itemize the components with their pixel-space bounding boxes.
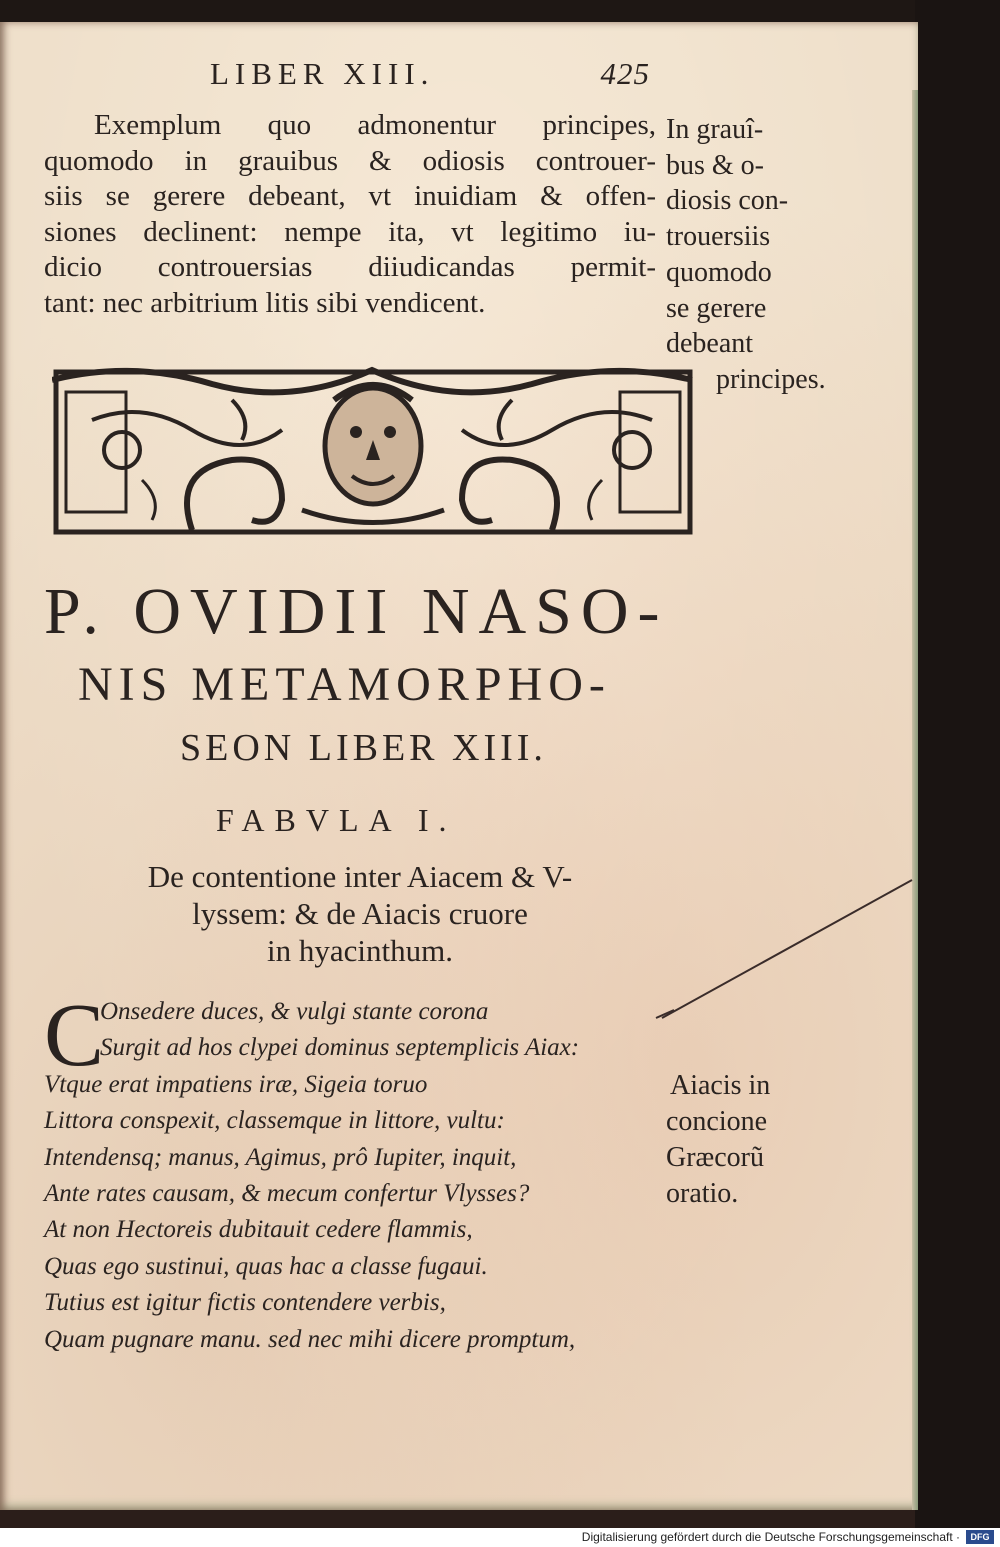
summary-line: siis se gerere debeant, vt inuidiam & offen- (44, 180, 656, 213)
footer-bar (0, 1528, 1000, 1547)
title-line: NIS METAMORPHO- (78, 658, 611, 711)
verse-line: Intendensq; manus, Agimus, prô Iupiter, inquit, (44, 1143, 517, 1171)
verse-line: Tutius est igitur fictis contendere verbis, (44, 1289, 446, 1317)
running-head-title: LIBER XIII. (210, 56, 435, 91)
summary-line: tant: nec arbitrium litis sibi vendicent. (44, 286, 486, 319)
book-title (40, 572, 730, 778)
margin-note-line: se gerere (666, 292, 767, 324)
margin-note-line: debeant (666, 328, 754, 360)
page-number: 425 (600, 56, 650, 91)
verse-line: Onsedere duces, & vulgi stante corona (100, 998, 489, 1025)
scan-background-right (915, 0, 1000, 1530)
margin-note-line: bus & o- (666, 149, 764, 181)
subtitle-line: lyssem: & de Aiacis cruore (192, 896, 528, 931)
dfg-logo: DFG (966, 1530, 994, 1544)
subtitle-line: in hyacinthum. (267, 933, 453, 968)
margin-note-line: concione (666, 1106, 768, 1137)
margin-note-line: oratio. (666, 1178, 739, 1209)
title-line: P. OVIDII NASO- (44, 575, 669, 648)
verse-line: Quam pugnare manu. sed nec mihi dicere promptum, (44, 1325, 576, 1353)
margin-note-top (666, 112, 826, 398)
fable-subtitle (60, 858, 660, 969)
running-head (210, 56, 650, 100)
margin-note-line: quomodo (666, 256, 772, 288)
summary-line: quomodo in grauibus & odiosis controuer- (44, 144, 656, 177)
subtitle-line: De contentione inter Aiacem & V- (147, 859, 573, 894)
margin-note-bottom (666, 1068, 770, 1212)
margin-note-line: In grauî- (666, 114, 764, 145)
margin-note-line: Græcorũ (666, 1142, 764, 1173)
margin-note-line: principes. (716, 363, 826, 395)
summary-paragraph (44, 108, 656, 322)
pen-stroke-mark (640, 870, 930, 1030)
verse-line: Ante rates causam, & mecum confertur Vlysses? (44, 1179, 530, 1207)
title-line: SEON LIBER XIII. (180, 727, 547, 769)
fabula-heading: FABVLA I. (216, 802, 457, 838)
verse-text (44, 986, 664, 1358)
margin-note-line: Aiacis in (670, 1070, 771, 1101)
summary-line: siones declinent: nempe ita, vt legitimo iu- (44, 215, 656, 248)
margin-note-line: diosis con- (666, 185, 789, 217)
verse-line: Vtque erat impatiens iræ, Sigeia toruo (44, 1070, 428, 1098)
verse-line: Surgit ad hos clypei dominus septemplicis Aiax: (100, 1034, 580, 1062)
woodcut-ornament-headpiece (52, 360, 694, 538)
verse-line: Littora conspexit, classemque in littore, vultu: (44, 1107, 505, 1135)
summary-line: Exemplum quo admonentur principes, (94, 109, 656, 141)
drop-capital: C (44, 986, 105, 1085)
verse-line: Quas ego sustinui, quas hac a classe fugaui. (44, 1252, 488, 1280)
summary-line: dicio controuersias diiudicandas permit- (44, 251, 656, 284)
footer-credit: Digitalisierung gefördert durch die Deutsche Forschungsgemeinschaft · (581, 1530, 960, 1544)
page-edge (912, 90, 918, 1510)
verse-line: At non Hectoreis dubitauit cedere flammis, (44, 1216, 473, 1244)
margin-note-line: trouersiis (666, 221, 771, 253)
